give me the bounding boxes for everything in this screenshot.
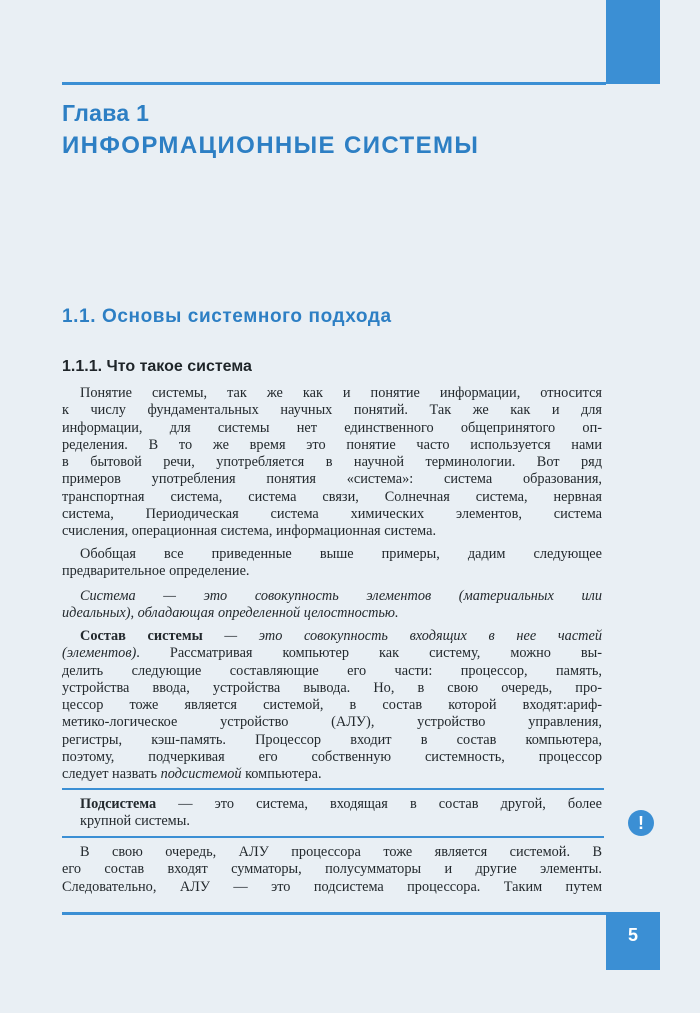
text-line: система, Периодическая система химических элементов, система [62,506,602,523]
text-line: Понятие системы, так же как и понятие информации, относится [80,385,602,401]
text-line: счисления, операционная система, информационная система. [62,523,437,540]
text-fragment: компьютера. [241,766,322,783]
text-line [62,645,602,662]
text-line: цессор тоже является системой, в состав которой входят:ариф- [62,697,602,714]
text-line: крупной системы. [80,813,190,830]
text-line: идеальных), обладающая определенной целостностью. [62,605,399,622]
text-line: регистры, кэш-память. Процессор входит в состав компьютера, [62,731,602,748]
composition-definition: — это совокупность входящих в нее частей [202,628,602,644]
text-fragment: следует назвать [62,766,161,783]
definition-rule-top [62,788,604,790]
top-color-tab [606,0,660,84]
text-line [62,766,602,783]
paragraph-1 [62,385,602,541]
term-subsystem-inline: подсистемой [160,766,242,783]
paragraph-2 [62,546,602,581]
text-line [80,796,602,813]
text-line: метико-логическое устройство (АЛУ), устройство управления, [62,714,602,731]
text-line: транспортная система, система связи, Солнечная система, нервная [62,488,602,505]
text-line: Следовательно, АЛУ — это подсистема процессора. Таким путем [62,878,602,895]
term-subsystem: Подсистема [80,796,157,812]
text-line: ределения. В то же время это понятие часто используется нами [62,436,602,453]
text-line: устройства ввода, устройства вывода. Но, в свою очередь, про- [62,679,602,696]
chapter-title: ИНФОРМАЦИОННЫЕ СИСТЕМЫ [62,132,480,159]
text-line: поэтому, подчеркивая его собственную системность, процессор [62,749,602,766]
text-line [62,628,602,645]
text-line: к числу фундаментальных научных понятий. Так же как и для [62,402,602,419]
chapter-label: Глава 1 [62,100,150,126]
top-rule [62,82,606,85]
definition-rule-bottom [62,836,604,838]
text-line: информации, для системы нет единственного общепринятого оп- [62,419,602,436]
subsection-title: 1.1.1. Что такое система [62,358,252,375]
composition-definition-cont: (элементов) [62,645,137,662]
text-line: В свою очередь, АЛУ процессора тоже является системой. В [80,844,602,860]
text-line: его состав входят сумматоры, полусумматоры и другие элементы. [62,861,602,878]
bottom-rule [62,912,606,915]
text-line: в бытовой речи, употребляется в научной терминологии. Вот ряд [62,454,602,471]
paragraph-3 [62,844,602,896]
term-composition: Состав системы [80,628,203,644]
composition-rest: . Рассматривая компьютер как систему, можно вы- [136,645,602,662]
text-line: предварительное определение. [62,563,250,580]
definition-system [62,588,602,623]
text-line: примеров употребления понятия «система»: система образования, [62,471,602,488]
text-line: Обобщая все приведенные выше примеры, дадим следующее [80,546,602,562]
page-number: 5 [627,925,638,945]
definition-subsystem [80,796,602,831]
section-title: 1.1. Основы системного подхода [62,306,392,327]
text-line: Система — это совокупность элементов (материальных или [80,588,602,604]
exclamation-icon: ! [628,810,654,836]
paragraph-composition [62,628,602,784]
text-fragment: — это система, входящая в состав другой, более [156,796,602,812]
text-line: делить следующие составляющие его части: процессор, память, [62,662,602,679]
